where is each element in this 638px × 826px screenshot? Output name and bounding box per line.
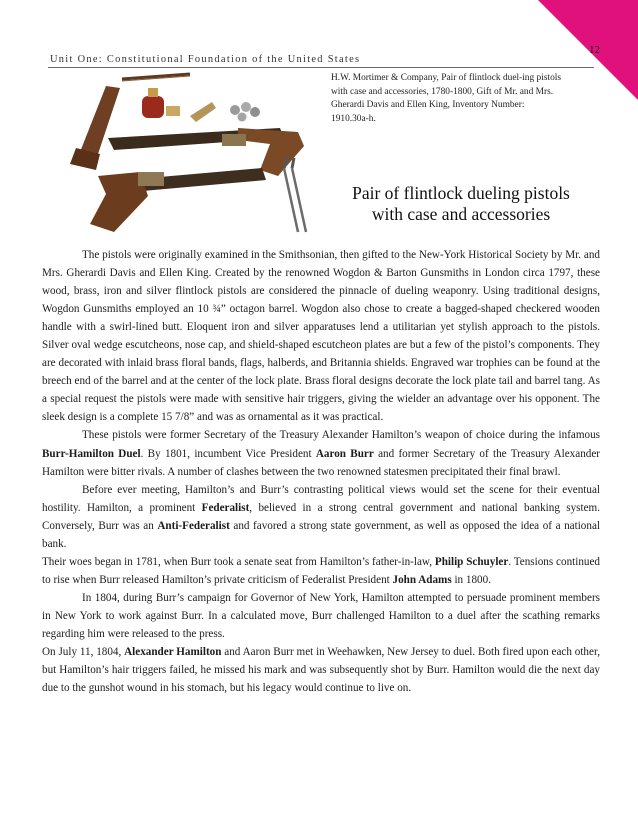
text-run: Their woes began in 1781, when Burr took a senate seat from Hamilton’s father-in-law, [42,555,435,568]
text-run: Before ever meeting, Hamilton’s and Burr’s contrasting political views would set the scene for their eventual hostility. Hamilton, a prominent [42,483,600,514]
text-run: On July 11, 1804, [42,646,125,659]
bold-term: Aaron Burr [315,447,374,460]
body-paragraph [42,553,600,589]
article-body [42,246,600,697]
body-paragraph [42,643,600,697]
bold-term: Philip Schuyler [434,555,509,568]
text-run: In 1804, during Burr’s campaign for Governor of New York, Hamilton attempted to persuade prominent members in New York to work against Burr. In a calculated move, Burr challenged Hamilton to a duel after the scathing remarks regarding him were released to the press. [42,591,600,640]
bold-term: Federalist [201,501,250,514]
text-run: . By 1801, incumbent Vice President [140,447,316,460]
bold-term: Anti-Federalist [157,519,230,532]
unit-header: Unit One: Constitutional Foundation of the United States [50,54,361,65]
section-title-line-2: with case and accessories [371,204,551,224]
bold-term: Alexander Hamilton [124,646,222,659]
section-title [326,183,596,225]
bold-term: John Adams [392,573,452,586]
section-title-line-1: Pair of flintlock dueling pistols [352,183,570,203]
text-run: in 1800. [451,573,491,586]
body-paragraph [42,246,600,426]
text-run: and Aaron Burr met in Weehawken, New Jersey to duel. Both fired upon each other, but Hamilton’s hair triggers failed, he missed his mark and was subsequently shot by Burr. Hamilton would die the next day due to the gunshot wound in his stomach, but his legacy would continue to live on. [42,646,600,695]
text-run: These pistols were former Secretary of the Treasury Alexander Hamilton’s weapon of choice during the infamous [82,429,600,442]
body-paragraph [42,426,600,480]
flintlock-pistols-photo-icon [62,72,328,242]
text-run: and favored a strong state government, as well as opposed the idea of a national bank. [42,519,600,550]
header-rule [48,67,594,68]
text-run: . Tensions continued to rise when Burr released Hamilton’s private criticism of Federalist President [42,555,600,586]
body-paragraph [42,481,600,553]
text-run: and former Secretary of the Treasury Alexander Hamilton were bitter rivals. A number of clashes between the two renowned statesmen precipitated their final brawl. [42,447,600,478]
text-run: , believed in a strong central government and national banking system. Conversely, Burr was an [42,501,601,532]
figure-caption: H.W. Mortimer & Company, Pair of flintlock duel-ing pistols with case and accessories, 1780-1800, Gift of Mr. and Mrs. Gherardi Davis and Ellen King, Inventory Number: 1910.30a-h. [331,73,562,124]
bold-term: Burr-Hamilton Duel [42,447,141,460]
body-paragraph [42,589,600,643]
page-number: 12 [589,44,600,56]
text-run: The pistols were originally examined in the Smithsonian, then gifted to the New-York Historical Society by Mr. and Mrs. Gherardi Davis and Ellen King. Created by the renowned Wogdon & Barton Gunsmiths in London circa 1797, these wood, brass, iron and silver flintlock pistols are considered the pinnacle of dueling weaponry. Using traditional designs, Wogdon Gunsmiths employed an 10 ¾” octagon barrel. Wogdon also chose to create a bagged-shaped checkered wooden handle with a swirl-lined butt. Eloquent iron and silver apparatuses lend a utilitarian yet stylish approach to the pistols. Silver oval wedge escutcheons, nose cap, and shield-shaped escutcheon plates are but a few of the pistol’s components. They are decorated with inlaid brass floral bands, flags, halberds, and Britannia shields. Engraved war trophies can be found at the breech end of the barrel and at the center of the lock plate. Brass floral designs decorate the lock plate tail and barrel tang. As a special request the pistols were made with sensitive hair triggers, giving the wielder an advantage over his opponent. The sleek design is a complete 15 7/8” and was as ornamental as it was practical. [42,249,600,424]
